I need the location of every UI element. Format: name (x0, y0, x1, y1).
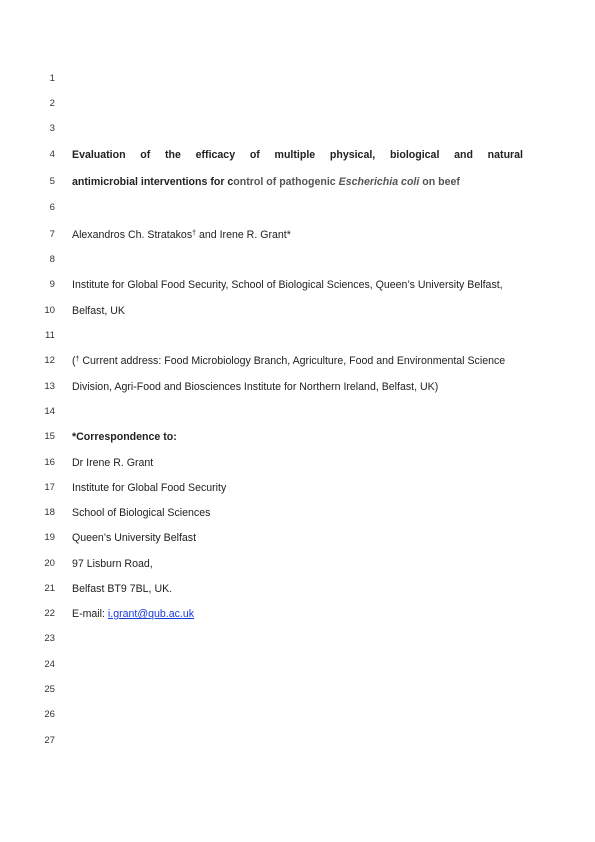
line-number: 24 (44, 659, 55, 670)
line-2 (0, 97, 595, 111)
correspondence-university: Queen’s University Belfast (72, 532, 197, 544)
author-joiner: and (196, 229, 220, 241)
title-organism: Escherichia coli (338, 176, 420, 188)
line-10 (0, 304, 595, 318)
line-number: 6 (49, 202, 55, 213)
line-number: 9 (49, 279, 55, 290)
line-number: 3 (49, 123, 55, 134)
line-number: 8 (49, 254, 55, 265)
line-1 (0, 72, 595, 86)
correspondence-school: School of Biological Sciences (72, 507, 211, 519)
line-number: 17 (44, 482, 55, 493)
line-number: 14 (44, 406, 55, 417)
line-18 (0, 506, 595, 520)
line-24 (0, 658, 595, 672)
line-number: 10 (44, 305, 55, 316)
line-number: 21 (44, 583, 55, 594)
line-number: 27 (44, 735, 55, 746)
line-14 (0, 405, 595, 419)
line-3 (0, 122, 595, 136)
correspondence-name: Dr Irene R. Grant (72, 457, 154, 469)
correspondence-heading: *Correspondence to: (72, 431, 177, 443)
line-6 (0, 201, 595, 215)
title-part-a: antimicrobial interventions for c (72, 176, 234, 188)
line-number: 7 (49, 229, 55, 240)
line-20 (0, 557, 595, 571)
line-19 (0, 531, 595, 545)
line-25 (0, 683, 595, 697)
line-11 (0, 329, 595, 343)
line-8 (0, 253, 595, 267)
line-number: 1 (49, 73, 55, 84)
current-address-text: Current address: Food Microbiology Branch, Agriculture, Food and Environmental Science (79, 355, 506, 367)
line-number: 2 (49, 98, 55, 109)
line-number: 16 (44, 457, 55, 468)
line-number: 25 (44, 684, 55, 695)
correspondence-city: Belfast BT9 7BL, UK. (72, 583, 173, 595)
line-number: 15 (44, 431, 55, 442)
line-number: 4 (49, 149, 55, 160)
affiliation-line-1: Institute for Global Food Security, School of Biological Sciences, Queen’s University Belfast, (72, 279, 503, 291)
line-27 (0, 734, 595, 748)
email-link[interactable]: i.grant@qub.ac.uk (107, 608, 195, 620)
line-number: 11 (45, 330, 55, 341)
paren-open: ( (72, 355, 76, 367)
title-part-b: ontrol of pathogenic (233, 176, 339, 188)
line-number: 18 (44, 507, 55, 518)
line-number: 19 (44, 532, 55, 543)
title-line-2 (72, 175, 523, 189)
email-label: E-mail: (72, 608, 108, 620)
line-12 (0, 354, 595, 368)
line-number: 20 (44, 558, 55, 569)
line-21 (0, 582, 595, 596)
current-address-line-1 (72, 354, 523, 368)
line-number: 26 (44, 709, 55, 720)
line-number: 5 (49, 176, 55, 187)
correspondence-institute: Institute for Global Food Security (72, 482, 227, 494)
title-part-d: on beef (419, 176, 460, 188)
authors (72, 228, 523, 242)
line-number: 13 (44, 381, 55, 392)
line-15 (0, 430, 595, 444)
dagger-mark: † (192, 230, 197, 237)
dagger-mark: † (75, 356, 80, 363)
line-26 (0, 708, 595, 722)
line-4 (0, 148, 595, 162)
line-number: 12 (44, 355, 55, 366)
line-5 (0, 175, 595, 189)
title-line-1: Evaluation of the efficacy of multiple physical, biological and natural (72, 149, 523, 161)
line-13 (0, 380, 595, 394)
line-23 (0, 632, 595, 646)
author-1: Alexandros Ch. Stratakos (72, 229, 193, 241)
line-9 (0, 278, 595, 292)
line-7 (0, 228, 595, 242)
line-number: 23 (44, 633, 55, 644)
current-address-line-2: Division, Agri-Food and Biosciences Institute for Northern Ireland, Belfast, UK) (72, 381, 439, 393)
line-16 (0, 456, 595, 470)
author-2: Irene R. Grant* (219, 229, 291, 241)
affiliation-line-2: Belfast, UK (72, 305, 125, 317)
line-17 (0, 481, 595, 495)
correspondence-email-line (72, 607, 523, 621)
line-22 (0, 607, 595, 621)
correspondence-street: 97 Lisburn Road, (72, 558, 153, 570)
line-number: 22 (44, 608, 55, 619)
